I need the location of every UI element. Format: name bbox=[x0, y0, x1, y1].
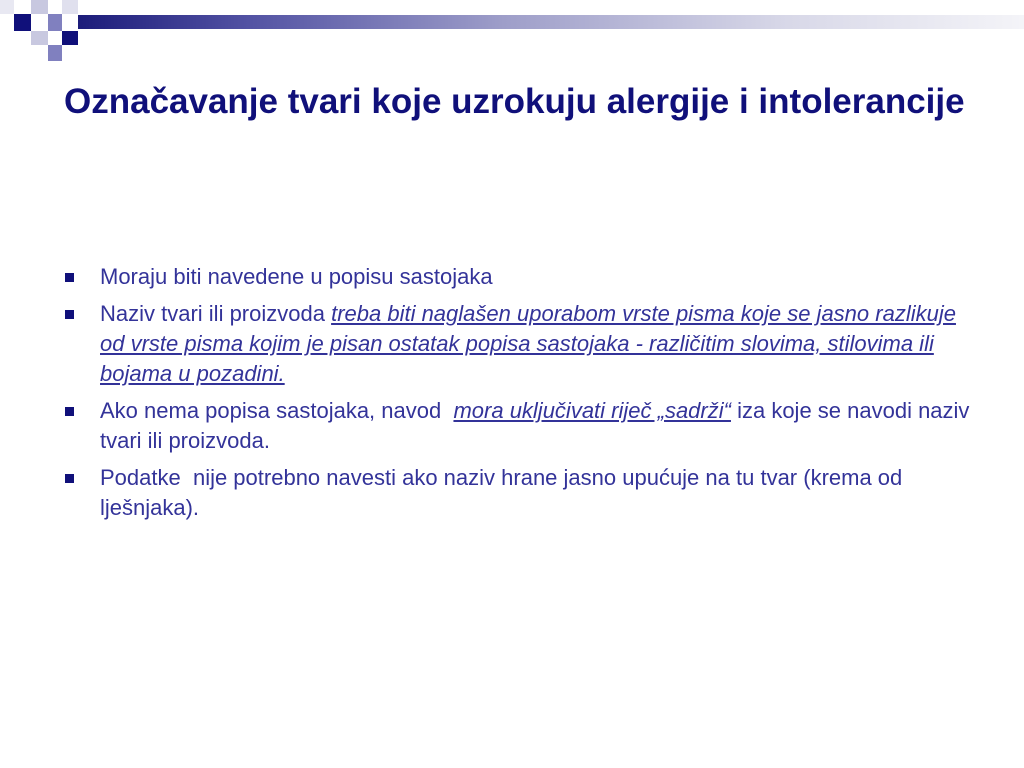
bullet-text-after: iza koje se navodi naziv tvari ili proizvoda. bbox=[100, 398, 976, 453]
bullet-list bbox=[64, 262, 974, 530]
bullet-text: Ako nema popisa sastojaka, navod bbox=[100, 398, 454, 423]
decoration-square bbox=[62, 0, 78, 14]
decoration-square bbox=[48, 14, 62, 31]
decoration-square bbox=[0, 0, 14, 14]
emphasized-text: mora uključivati riječ „sadrži“ bbox=[453, 398, 731, 423]
bullet-text: Naziv tvari ili proizvoda bbox=[100, 301, 332, 326]
bullet-item bbox=[64, 396, 974, 456]
decoration-square bbox=[31, 0, 48, 14]
square-bullet-icon bbox=[65, 273, 74, 282]
decoration-square bbox=[14, 14, 31, 31]
bullet-item bbox=[64, 463, 974, 523]
header-gradient-bar bbox=[78, 15, 1024, 29]
emphasized-text: treba biti naglašen uporabom vrste pisma koje se jasno razlikuje od vrste pisma kojim je pisan ostatak popisa sastojaka - različitim slovima, stilovima ili bojama u pozadini. bbox=[100, 301, 956, 386]
slide-title: Označavanje tvari koje uzrokuju alergije i intolerancije bbox=[64, 82, 965, 121]
decoration-square bbox=[31, 31, 48, 45]
decoration-square bbox=[62, 31, 78, 45]
square-bullet-icon bbox=[65, 474, 74, 483]
decoration-square bbox=[48, 45, 62, 61]
bullet-text: Podatke nije potrebno navesti ako naziv hrane jasno upućuje na tu tvar (krema od lješnjaka). bbox=[100, 465, 909, 520]
bullet-text: Moraju biti navedene u popisu sastojaka bbox=[100, 264, 493, 289]
square-bullet-icon bbox=[65, 310, 74, 319]
bullet-item bbox=[64, 299, 974, 389]
header-decoration bbox=[0, 0, 1024, 64]
bullet-item bbox=[64, 262, 974, 292]
square-bullet-icon bbox=[65, 407, 74, 416]
